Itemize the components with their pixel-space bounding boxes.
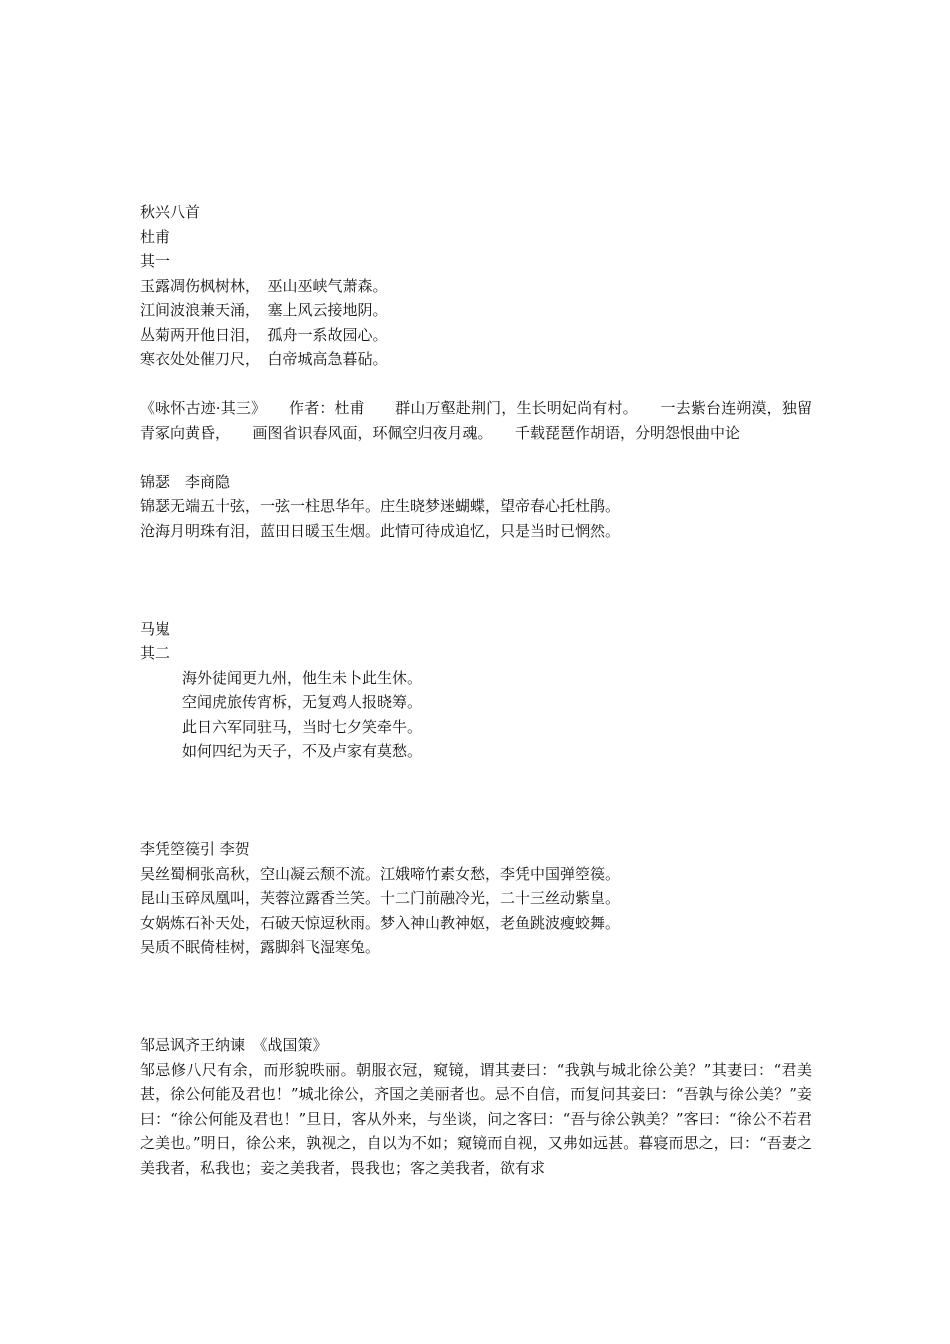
poem-line: 吴质不眠倚桂树，露脚斜飞湿寒兔。	[140, 938, 381, 956]
spacer	[140, 543, 812, 617]
poem-line: 女娲炼石补天处，石破天惊逗秋雨。梦入神山教神妪，老鱼跳波瘦蛟舞。	[140, 913, 621, 932]
poem-author: 杜甫	[140, 227, 171, 246]
poem-line: 寒衣处处催刀尺， 白帝城高急暮砧。	[140, 350, 388, 368]
poem-kongkou	[140, 837, 812, 960]
spacer	[140, 372, 812, 397]
poem-line: 沧海月明珠有泪，蓝田日暖玉生烟。此情可待成追忆，只是当时已惘然。	[140, 521, 621, 540]
poem-title: 锦瑟 李商隐	[140, 472, 231, 491]
poem-line: 江间波浪兼天涌， 塞上风云接地阴。	[140, 301, 388, 319]
poem-line: 丛菊两开他日泪， 孤舟一系故园心。	[140, 325, 388, 344]
essay-zouji	[140, 1033, 812, 1180]
poem-title: 李凭箜篌引 李贺	[140, 840, 250, 858]
poem-paragraph: 《咏怀古迹·其三》 作者：杜甫 群山万壑赴荆门，生长明妃尚有村。 一去紫台连朔漠，独留青冢向黄昏， 画图省识春风面，环佩空归夜月魂。 千载琵琶作胡语，分明怨恨曲中论	[140, 399, 812, 442]
spacer	[140, 764, 812, 838]
essay-title: 邹忌讽齐王纳谏 《战国策》	[140, 1036, 328, 1054]
poem-subtitle: 其二	[140, 644, 171, 662]
poem-line: 玉露凋伤枫树林， 巫山巫峡气萧森。	[140, 276, 388, 295]
poem-title: 秋兴八首	[140, 203, 201, 221]
poem-line: 如何四纪为天子，不及卢家有莫愁。	[182, 742, 423, 760]
poem-title: 马嵬	[140, 619, 171, 638]
poem-line: 吴丝蜀桐张高秋，空山凝云颓不流。江娥啼竹素女愁，李凭中国弹箜篌。	[140, 864, 621, 883]
poem-jinse	[140, 470, 812, 544]
poem-subtitle: 其一	[140, 252, 171, 270]
spacer	[140, 960, 812, 1034]
poem-line: 此日六军同驻马，当时七夕笑牵牛。	[182, 717, 423, 736]
poem-line: 海外徒闻更九州，他生未卜此生休。	[182, 668, 423, 687]
poem-line: 锦瑟无端五十弦，一弦一柱思华年。庄生晓梦迷蝴蝶，望帝春心托杜鹃。	[140, 497, 621, 515]
poem-line: 空闻虎旅传宵柝，无复鸡人报晓筹。	[182, 693, 423, 711]
poem-qiuxing	[140, 200, 812, 372]
poem-yonghuai	[140, 396, 812, 445]
spacer	[140, 445, 812, 470]
poem-line: 昆山玉碎凤凰叫，芙蓉泣露香兰笑。十二门前融冷光，二十三丝动紫皇。	[140, 889, 621, 907]
poem-maguo	[140, 617, 812, 764]
document-page	[140, 200, 812, 1180]
essay-paragraph: 邹忌修八尺有余，而形貌昳丽。朝服衣冠，窥镜，谓其妻曰：“我孰与城北徐公美？”其妻曰：“君美甚，徐公何能及君也！”城北徐公，齐国之美丽者也。忌不自信，而复问其妾曰：“吾孰与徐公美？”妾曰：“徐公何能及君也！”旦日，客从外来，与坐谈，问之客曰：“吾与徐公孰美？”客曰：“徐公不若君之美也。”明日，徐公来，孰视之，自以为不如；窥镜而自视，又弗如远甚。暮寝而思之，曰：“吾妻之美我者，私我也；妾之美我者，畏我也；客之美我者，欲有求	[140, 1060, 812, 1177]
